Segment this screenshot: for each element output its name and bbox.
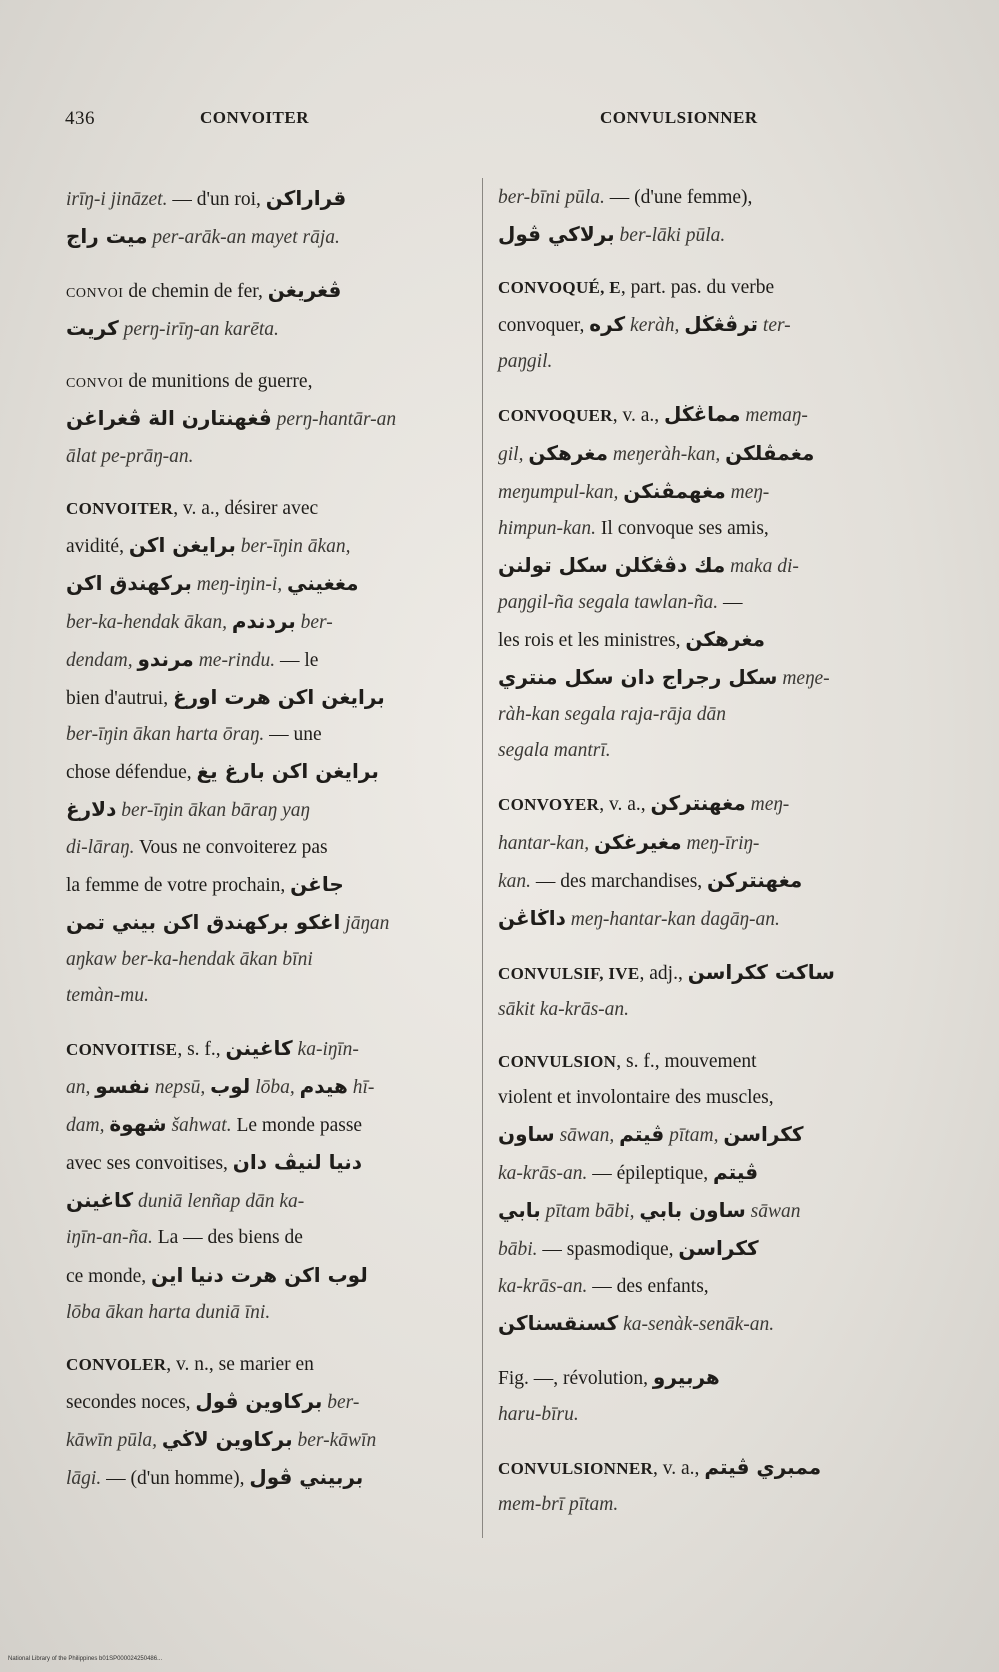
jawi-text: لوب xyxy=(210,1074,251,1099)
definition-text: convoquer, xyxy=(498,315,590,337)
malay-romanization: dendam, xyxy=(66,650,133,672)
definition-text: — (d'un homme), xyxy=(101,1468,250,1489)
entry-line xyxy=(498,1230,893,1268)
definition-text: — xyxy=(718,591,743,613)
malay-romanization: ka-krās-an. xyxy=(498,1275,588,1297)
entry-line xyxy=(66,717,461,753)
malay-romanization: per-arāk-an mayet rāja. xyxy=(152,227,340,249)
definition-text: Le monde passe xyxy=(231,1115,363,1137)
entry-line xyxy=(66,1106,461,1144)
entry-line xyxy=(498,697,893,733)
malay-romanization: lōba, xyxy=(255,1077,295,1099)
malay-romanization: mem-brī pītam. xyxy=(498,1494,619,1515)
malay-romanization: sāwan xyxy=(750,1201,801,1223)
jawi-text: مغهنترکن xyxy=(707,867,803,892)
malay-romanization: meŋe- xyxy=(782,668,830,690)
entry-line xyxy=(498,785,893,823)
definition-text: de chemin de fer, xyxy=(123,281,268,303)
entry-line xyxy=(498,1080,893,1116)
entry-line xyxy=(66,1257,461,1295)
definition-text: Fig. —, révolution, xyxy=(498,1367,653,1389)
malay-romanization: an, xyxy=(66,1077,91,1099)
malay-romanization: perŋ-hantār-an xyxy=(276,409,397,431)
jawi-text: كاغينن xyxy=(225,1035,293,1060)
definition-text: , adj., xyxy=(639,962,688,984)
jawi-text: بركهندق اكن xyxy=(66,570,192,595)
malay-romanization: irīŋ-i jināzet. xyxy=(66,189,168,210)
headword: CONVOITER xyxy=(66,498,174,518)
malay-romanization: ter- xyxy=(762,315,791,337)
entry-line xyxy=(66,1347,461,1383)
definition-text: Il convoque ses amis, xyxy=(596,517,769,539)
malay-romanization: ka-senàk-senāk-an. xyxy=(623,1313,775,1335)
malay-romanization: dam, xyxy=(66,1115,105,1137)
entry-line xyxy=(498,306,893,344)
entry-line xyxy=(498,511,893,547)
malay-romanization: kan. xyxy=(498,870,532,892)
jawi-text: مك دڤڠڬلن سکل تولنن xyxy=(498,552,726,577)
malay-romanization: ber- xyxy=(300,611,333,633)
jawi-text: بردندم xyxy=(231,608,296,633)
scan-credit: National Library of the Philippines b01SP000024250486... xyxy=(8,1656,163,1662)
entry-line xyxy=(498,621,893,659)
entry-line xyxy=(498,733,893,769)
entry-line xyxy=(66,753,461,791)
malay-romanization: ber-lāki pūla. xyxy=(619,225,726,247)
entry-line xyxy=(498,435,893,473)
malay-romanization: paŋgil-ña segala tawlan-ña. xyxy=(498,591,719,613)
entry-line xyxy=(66,364,461,400)
jawi-text: ككراسن xyxy=(723,1122,804,1147)
malay-romanization: meŋ-iŋin-i, xyxy=(196,573,283,595)
jawi-text: شهوة xyxy=(109,1112,167,1137)
entry-line xyxy=(498,1116,893,1154)
entry-line xyxy=(498,1192,893,1230)
malay-romanization: jāŋan xyxy=(345,912,390,934)
jawi-text: مماڠڬل xyxy=(664,402,741,427)
definition-text: bien d'autrui, xyxy=(66,688,173,710)
malay-romanization: sākit ka-krās-an. xyxy=(498,998,630,1020)
jawi-text: مغرهكن xyxy=(528,440,608,465)
malay-romanization: pītam, xyxy=(669,1125,719,1147)
definition-text: — une xyxy=(264,724,322,746)
jawi-text: ترڤڠڬل xyxy=(684,312,759,337)
entry-line xyxy=(498,900,893,938)
definition-text: la femme de votre prochain, xyxy=(66,874,291,896)
jawi-text: كسنقسناكن xyxy=(498,1310,619,1335)
jawi-text: ممبري ڤيتم xyxy=(704,1454,822,1479)
entry-line xyxy=(498,659,893,697)
jawi-text: ساكت ككراسن xyxy=(687,959,835,984)
jawi-text: ڤغريغن xyxy=(267,278,342,303)
jawi-text: نفسو xyxy=(95,1074,151,1099)
definition-text: chose défendue, xyxy=(66,762,197,784)
malay-romanization: šahwat. xyxy=(171,1115,232,1137)
definition-text: , s. f., mouvement xyxy=(616,1050,757,1072)
headword: CONVOYER xyxy=(498,795,600,815)
headword: CONVULSIONNER xyxy=(498,1458,654,1478)
entry-line xyxy=(498,954,893,992)
malay-romanization: duniā lenñap dān ka- xyxy=(138,1191,305,1213)
malay-romanization: meŋ- xyxy=(730,481,770,503)
definition-text: , part. pas. du verbe xyxy=(620,277,775,299)
headword: CONVULSIF, IVE xyxy=(498,963,640,983)
right-column xyxy=(498,180,893,1523)
entry-line xyxy=(66,866,461,904)
definition-text: , v. a., xyxy=(599,794,651,816)
jawi-text: بابي xyxy=(498,1198,541,1223)
entry-line xyxy=(66,218,461,256)
definition-text: — le xyxy=(275,650,319,672)
entry-line xyxy=(498,1359,893,1397)
column-divider xyxy=(482,178,483,1538)
malay-romanization: me-rindu. xyxy=(198,650,276,672)
entry-line xyxy=(66,1421,461,1459)
definition-text: , v. a., xyxy=(653,1457,705,1479)
left-running-headword: CONVOITER xyxy=(200,108,310,127)
malay-romanization: lōba ākan harta duniā īni. xyxy=(66,1301,271,1323)
jawi-text: برايغن اكن هرت اورغ xyxy=(172,685,385,710)
jawi-text: بركاوين لاڬي xyxy=(161,1426,293,1451)
definition-text: La — des biens de xyxy=(152,1227,303,1249)
entry-line xyxy=(66,1459,461,1497)
jawi-text: ڤيتم xyxy=(713,1160,759,1185)
jawi-text: بركاوين ڤول xyxy=(195,1388,323,1413)
entry-line xyxy=(66,527,461,565)
malay-romanization: meŋeràh-kan, xyxy=(612,443,721,465)
left-column xyxy=(66,180,461,1497)
definition-text: — épileptique, xyxy=(587,1163,713,1185)
headword: CONVOLER xyxy=(66,1354,167,1374)
malay-romanization: iŋīn-an-ña. xyxy=(66,1227,153,1249)
entry-line xyxy=(66,1383,461,1421)
malay-romanization: meŋ- xyxy=(750,794,790,816)
entry-line xyxy=(66,272,461,310)
jawi-text: كريت xyxy=(66,316,119,341)
subentry-label: convoi xyxy=(66,371,124,393)
jawi-text: مغرهكن xyxy=(685,627,766,652)
malay-romanization: gil, xyxy=(498,443,524,465)
entry-line xyxy=(66,1295,461,1331)
entry-line xyxy=(66,830,461,866)
jawi-text: قراراكن xyxy=(265,186,347,210)
malay-romanization: paŋgil. xyxy=(498,351,553,373)
definition-text: — des marchandises, xyxy=(531,870,708,892)
jawi-text: هربيرو xyxy=(652,1364,720,1389)
malay-romanization: meŋ-hantar-kan dagāŋ-an. xyxy=(570,908,780,930)
entry-line xyxy=(66,791,461,829)
entry-line xyxy=(66,603,461,641)
definition-text: avec ses convoitises, xyxy=(66,1153,233,1175)
malay-romanization: meŋ-īriŋ- xyxy=(686,832,760,854)
entry-line xyxy=(66,439,461,475)
definition-text: — spasmodique, xyxy=(537,1239,679,1261)
malay-romanization: nepsū, xyxy=(154,1077,206,1099)
jawi-text: دلارغ xyxy=(66,797,117,822)
headword: CONVOQUÉ, E xyxy=(498,278,621,298)
entry-line xyxy=(66,565,461,603)
jawi-text: جاغن xyxy=(290,871,344,896)
entry-line xyxy=(66,1068,461,1106)
entry-line xyxy=(66,400,461,438)
malay-romanization: segala mantrī. xyxy=(498,740,611,762)
jawi-text: مغمڤلكن xyxy=(725,440,815,465)
malay-romanization: maka di- xyxy=(730,555,799,577)
entry-line xyxy=(498,216,893,254)
entry-line xyxy=(498,473,893,511)
entry-line xyxy=(66,904,461,942)
malay-romanization: kāwīn pūla, xyxy=(66,1429,157,1451)
definition-text: , v. a., xyxy=(612,405,665,427)
jawi-text: دنيا لنيڤ دان xyxy=(232,1150,363,1175)
jawi-text: ساون xyxy=(498,1122,555,1147)
entry-line xyxy=(498,1487,893,1523)
jawi-text: مغيرغكن xyxy=(594,829,682,854)
definition-text: Vous ne convoiterez pas xyxy=(134,836,328,858)
definition-text: , v. n., se marier en xyxy=(166,1353,314,1375)
malay-romanization: ber-kāwīn xyxy=(297,1429,377,1451)
entry-line xyxy=(498,1397,893,1433)
headword: CONVOITISE xyxy=(66,1039,178,1059)
page-number: 436 xyxy=(65,108,95,129)
malay-romanization: ber-īŋin ākan, xyxy=(240,535,351,557)
definition-text: avidité, xyxy=(66,535,129,557)
malay-romanization: ka-iŋīn- xyxy=(297,1038,359,1060)
entry-line xyxy=(498,547,893,585)
malay-romanization: ber-ka-hendak ākan, xyxy=(66,611,227,633)
jawi-text: مغغيني xyxy=(287,570,359,595)
malay-romanization: haru-bīru. xyxy=(498,1403,579,1425)
jawi-text: مغهمڤنكن xyxy=(623,478,726,503)
entry-line xyxy=(498,396,893,434)
entry-line xyxy=(498,180,893,216)
jawi-text: هيدم xyxy=(299,1074,348,1099)
jawi-text: كاغينن xyxy=(66,1188,134,1213)
definition-text: ce monde, xyxy=(66,1265,152,1287)
malay-romanization: ber-bīni pūla. xyxy=(498,187,605,208)
entry-line xyxy=(66,942,461,978)
definition-text: de munitions de guerre, xyxy=(123,371,313,393)
entry-line xyxy=(498,1154,893,1192)
entry-line xyxy=(66,180,461,218)
malay-romanization: ber-īŋin ākan bāraŋ yaŋ xyxy=(121,800,310,822)
entry-line xyxy=(498,1269,893,1305)
jawi-text: ساون بابي xyxy=(639,1198,746,1223)
jawi-text: ميت راج xyxy=(66,224,148,249)
entry-line xyxy=(498,862,893,900)
entry-line xyxy=(498,992,893,1028)
entry-line xyxy=(66,1182,461,1220)
entry-line xyxy=(498,1044,893,1080)
jawi-text: بربيني ڤول xyxy=(249,1465,364,1489)
entry-line xyxy=(498,270,893,306)
malay-romanization: aŋkaw ber-ka-hendak ākan bīni xyxy=(66,948,313,970)
malay-romanization: perŋ-irīŋ-an karēta. xyxy=(123,319,279,341)
definition-text: secondes noces, xyxy=(66,1391,196,1413)
definition-text: — d'un roi, xyxy=(167,189,266,210)
jawi-text: ڤغهنتارن الة ڤغراغن xyxy=(66,406,272,431)
jawi-text: لوب اكن هرت دنيا اين xyxy=(151,1262,368,1287)
malay-romanization: ber-īŋin ākan harta ōraŋ. xyxy=(66,724,265,746)
entry-line xyxy=(498,1449,893,1487)
malay-romanization: keràh, xyxy=(630,315,680,337)
malay-romanization: memaŋ- xyxy=(745,405,808,427)
malay-romanization: ālat pe-prāŋ-an. xyxy=(66,445,194,467)
definition-text: — (d'une femme), xyxy=(604,187,753,208)
running-head xyxy=(0,108,999,132)
jawi-text: كره xyxy=(589,312,626,337)
definition-text: les rois et les ministres, xyxy=(498,630,686,652)
definition-text: — des enfants, xyxy=(587,1275,709,1297)
headword: CONVULSION xyxy=(498,1051,617,1071)
entry-line xyxy=(66,1030,461,1068)
jawi-text: ككراسن xyxy=(678,1236,759,1261)
entry-line xyxy=(66,1144,461,1182)
malay-romanization: sāwan, xyxy=(559,1125,615,1147)
definition-text: , s. f., xyxy=(177,1038,226,1060)
malay-romanization: himpun-kan. xyxy=(498,517,597,539)
malay-romanization: lāgi. xyxy=(66,1468,102,1489)
entry-line xyxy=(498,1305,893,1343)
definition-text: , v. a., désirer avec xyxy=(173,497,319,519)
subentry-label: convoi xyxy=(66,281,124,303)
entry-line xyxy=(66,310,461,348)
jawi-text: سکل رجراج دان سکل منتري xyxy=(498,665,778,690)
malay-romanization: hantar-kan, xyxy=(498,832,590,854)
malay-romanization: ber- xyxy=(327,1391,360,1413)
malay-romanization: bābi. xyxy=(498,1239,538,1261)
entry-line xyxy=(66,491,461,527)
entry-line xyxy=(498,585,893,621)
entry-line xyxy=(66,978,461,1014)
malay-romanization: di-lāraŋ. xyxy=(66,836,135,858)
entry-line xyxy=(66,641,461,679)
jawi-text: برايغن اكن xyxy=(128,532,236,557)
jawi-text: برايغن اكن بارغ يغ xyxy=(196,759,379,784)
malay-romanization: ka-krās-an. xyxy=(498,1163,588,1185)
jawi-text: ڤيتم xyxy=(619,1122,665,1147)
entry-line xyxy=(498,344,893,380)
jawi-text: اغكو بركهندق اكن بيني تمن xyxy=(66,909,341,934)
jawi-text: داڬاڠن xyxy=(498,905,566,930)
entry-line xyxy=(66,1220,461,1256)
right-running-headword: CONVULSIONNER xyxy=(600,108,758,127)
jawi-text: مغهنترکن xyxy=(650,791,746,816)
jawi-text: برلاكي ڤول xyxy=(498,222,615,247)
entry-line xyxy=(66,679,461,717)
malay-romanization: pītam bābi, xyxy=(545,1201,635,1223)
malay-romanization: hī- xyxy=(352,1077,375,1099)
malay-romanization: meŋumpul-kan, xyxy=(498,481,619,503)
jawi-text: مرندو xyxy=(137,647,194,672)
malay-romanization: temàn-mu. xyxy=(66,984,149,1006)
headword: CONVOQUER xyxy=(498,406,613,426)
definition-text: violent et involontaire des muscles, xyxy=(498,1087,774,1109)
entry-line xyxy=(498,824,893,862)
malay-romanization: ràh-kan segala raja-rāja dān xyxy=(498,704,727,726)
